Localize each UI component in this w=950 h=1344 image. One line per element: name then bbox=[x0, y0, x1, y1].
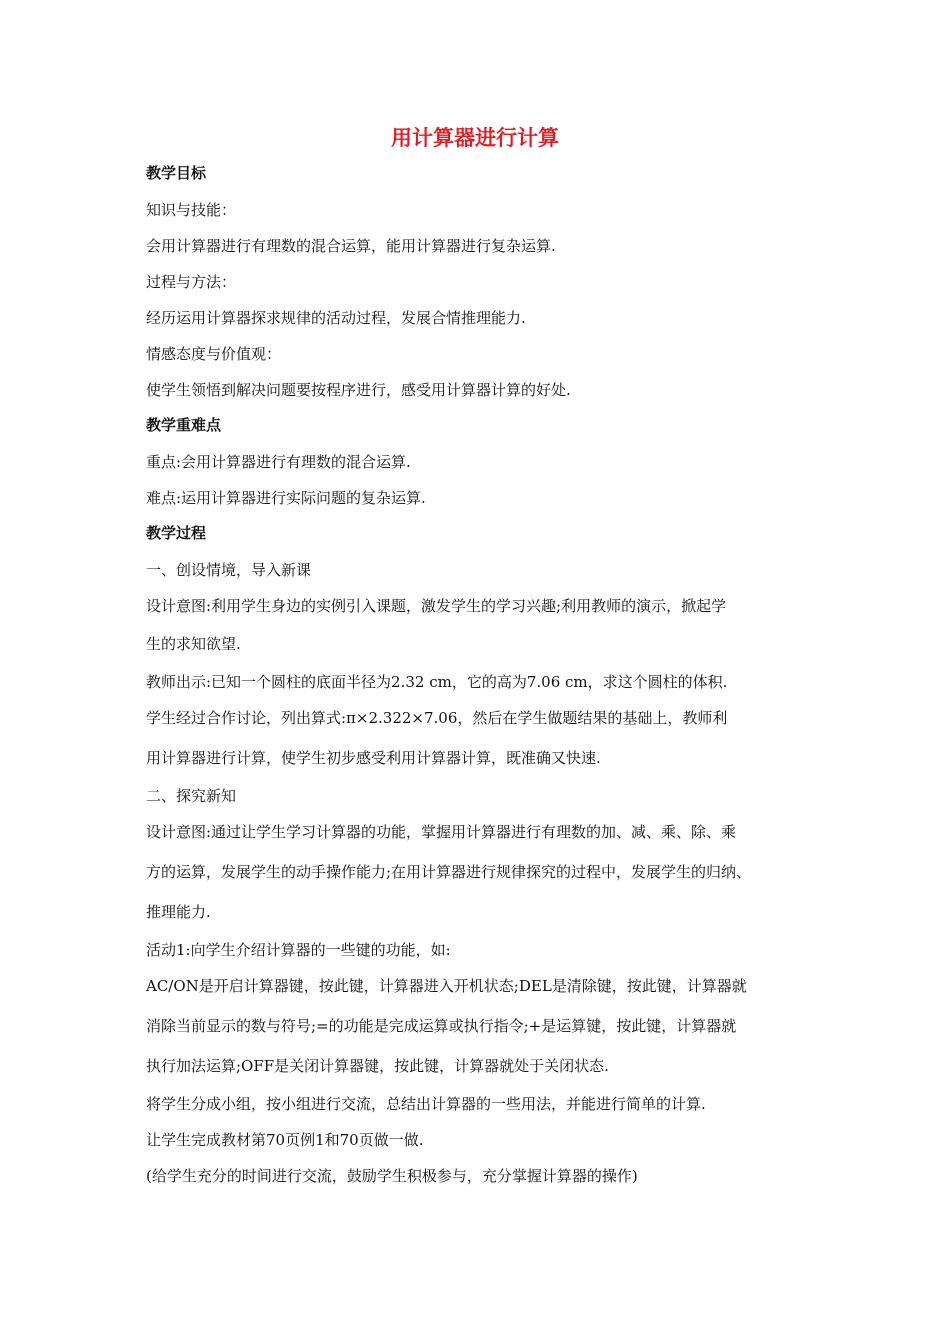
step1-design-line2: 生的求知欲望. bbox=[146, 635, 241, 653]
step1-design-line1: 设计意图:利用学生身边的实例引入课题，激发学生的学习兴趣;利用教师的演示，掀起学 bbox=[146, 597, 727, 615]
keys-line2: 消除当前显示的数与符号;=的功能是完成运算或执行指令;+是运算键，按此键，计算器就 bbox=[146, 1017, 737, 1035]
step1-students-line1: 学生经过合作讨论，列出算式:π×2.322×7.06，然后在学生做题结果的基础上，教师利 bbox=[146, 709, 728, 727]
step2-design-line1: 设计意图:通过让学生学习计算器的功能，掌握用计算器进行有理数的加、减、乘、除、乘 bbox=[146, 823, 737, 841]
keys-line1: AC/ON是开启计算器键，按此键，计算器进入开机状态;DEL是清除键，按此键，计算器就 bbox=[146, 977, 747, 995]
step1-students-line2: 用计算器进行计算，使学生初步感受利用计算器计算，既准确又快速. bbox=[146, 749, 601, 767]
step2-design-line2: 方的运算，发展学生的动手操作能力;在用计算器进行规律探究的过程中，发展学生的归纳、 bbox=[146, 863, 752, 881]
keys-line3: 执行加法运算;OFF是关闭计算器键，按此键，计算器就处于关闭状态. bbox=[146, 1057, 609, 1075]
knowledge-label: 知识与技能： bbox=[146, 201, 237, 219]
step2-title: 二、探究新知 bbox=[146, 787, 237, 805]
section-heading-procedure: 教学过程 bbox=[146, 524, 207, 542]
section-heading-goals: 教学目标 bbox=[146, 164, 207, 182]
step1-teacher: 教师出示:已知一个圆柱的底面半径为2.32 cm，它的高为7.06 cm，求这个圆柱的体积. bbox=[146, 673, 728, 691]
step1-title: 一、创设情境，导入新课 bbox=[146, 561, 312, 579]
attitude-text: 使学生领悟到解决问题要按程序进行，感受用计算器计算的好处. bbox=[146, 381, 571, 399]
attitude-label: 情感态度与价值观： bbox=[146, 345, 282, 363]
textbook-task: 让学生完成教材第70页例1和70页做一做. bbox=[146, 1131, 424, 1149]
process-text: 经历运用计算器探求规律的活动过程，发展合情推理能力. bbox=[146, 309, 526, 327]
section-heading-keypoints: 教学重难点 bbox=[146, 416, 222, 434]
key-point: 重点:会用计算器进行有理数的混合运算. bbox=[146, 453, 411, 471]
difficult-point: 难点:运用计算器进行实际问题的复杂运算. bbox=[146, 489, 426, 507]
knowledge-text: 会用计算器进行有理数的混合运算，能用计算器进行复杂运算. bbox=[146, 237, 556, 255]
process-label: 过程与方法： bbox=[146, 273, 237, 291]
document-title: 用计算器进行计算 bbox=[391, 126, 559, 150]
activity1: 活动1:向学生介绍计算器的一些键的功能，如: bbox=[146, 941, 451, 959]
step2-design-line3: 推理能力. bbox=[146, 903, 211, 921]
note: (给学生充分的时间进行交流，鼓励学生积极参与，充分掌握计算器的操作) bbox=[146, 1167, 638, 1185]
group-work: 将学生分成小组，按小组进行交流，总结出计算器的一些用法，并能进行简单的计算. bbox=[146, 1095, 706, 1113]
